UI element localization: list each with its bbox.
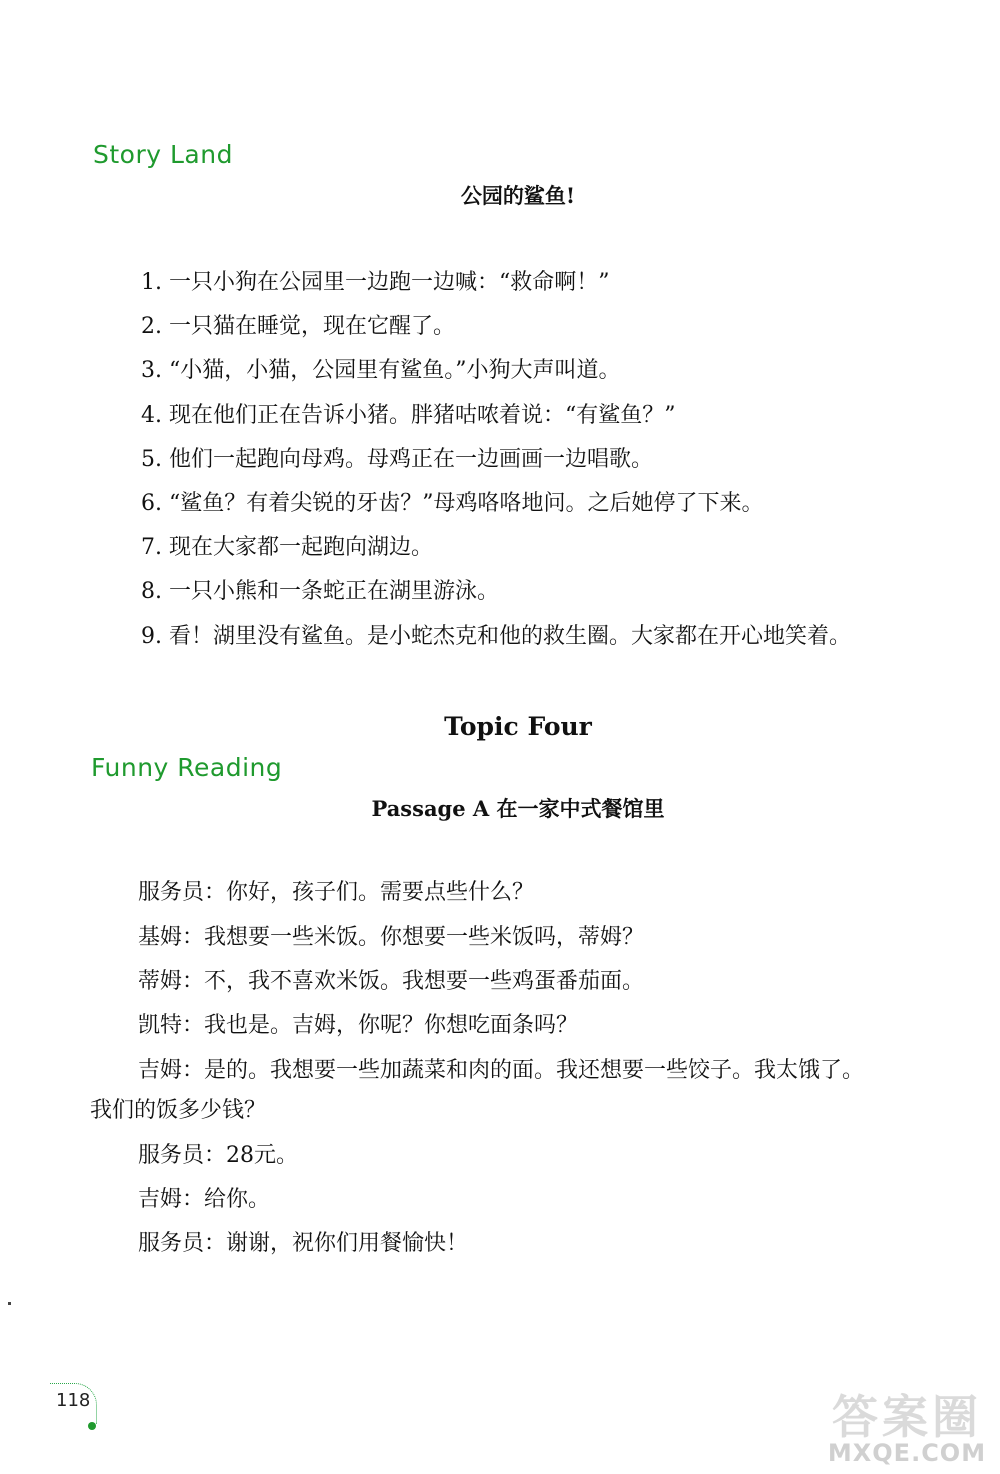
story-line-4: 4. 现在他们正在告诉小猪。胖猪咕哝着说：“有鲨鱼？” <box>141 403 676 428</box>
dialogue-line-7: 吉姆：给你。 <box>138 1187 271 1212</box>
dialogue-line-1: 服务员：你好，孩子们。需要点些什么？ <box>138 880 535 905</box>
dialogue-line-5: 吉姆：是的。我想要一些加蔬菜和肉的面。我还想要一些饺子。我太饿了。 <box>138 1058 865 1083</box>
dialogue-line-2: 基姆：我想要一些米饭。你想要一些米饭吗，蒂姆？ <box>138 925 645 950</box>
passage-title: Passage A 在一家中式餐馆里 <box>371 796 665 821</box>
dialogue-line-5-cont: 我们的饭多少钱？ <box>90 1098 267 1123</box>
dialogue-line-4: 凯特：我也是。吉姆，你呢？你想吃面条吗？ <box>138 1013 579 1038</box>
stray-mark <box>8 1302 11 1305</box>
story-line-2: 2. 一只猫在睡觉，现在它醒了。 <box>141 314 455 339</box>
funny-reading-label: Funny Reading <box>91 753 283 782</box>
page-number: 118 <box>56 1390 91 1411</box>
watermark-logo <box>818 1392 996 1468</box>
story-line-3: 3. “小猫，小猫，公园里有鲨鱼。”小狗大声叫道。 <box>141 358 621 383</box>
topic-title: Topic Four <box>444 712 592 741</box>
dialogue-line-8: 服务员：谢谢，祝你们用餐愉快！ <box>138 1231 469 1256</box>
story-line-6: 6. “鲨鱼？有着尖锐的牙齿？”母鸡咯咯地问。之后她停了下来。 <box>141 491 764 516</box>
watermark-text: 答案圈 <box>832 1390 982 1444</box>
story-line-5: 5. 他们一起跑向母鸡。母鸡正在一边画画一边唱歌。 <box>141 447 653 472</box>
story-land-label: Story Land <box>93 140 233 169</box>
story-line-9: 9. 看！湖里没有鲨鱼。是小蛇杰克和他的救生圈。大家都在开心地笑着。 <box>141 624 851 649</box>
story-line-7: 7. 现在大家都一起跑向湖边。 <box>141 535 433 560</box>
story-title: 公园的鲨鱼! <box>460 183 576 208</box>
dialogue-line-6: 服务员：28元。 <box>138 1143 298 1168</box>
watermark-url: MXQE.COM <box>827 1439 987 1467</box>
page-number-dot <box>88 1422 96 1430</box>
dialogue-line-3: 蒂姆：不，我不喜欢米饭。我想要一些鸡蛋番茄面。 <box>138 969 645 994</box>
story-line-1: 1. 一只小狗在公园里一边跑一边喊：“救命啊！” <box>141 270 610 295</box>
story-line-8: 8. 一只小熊和一条蛇正在湖里游泳。 <box>141 579 499 604</box>
